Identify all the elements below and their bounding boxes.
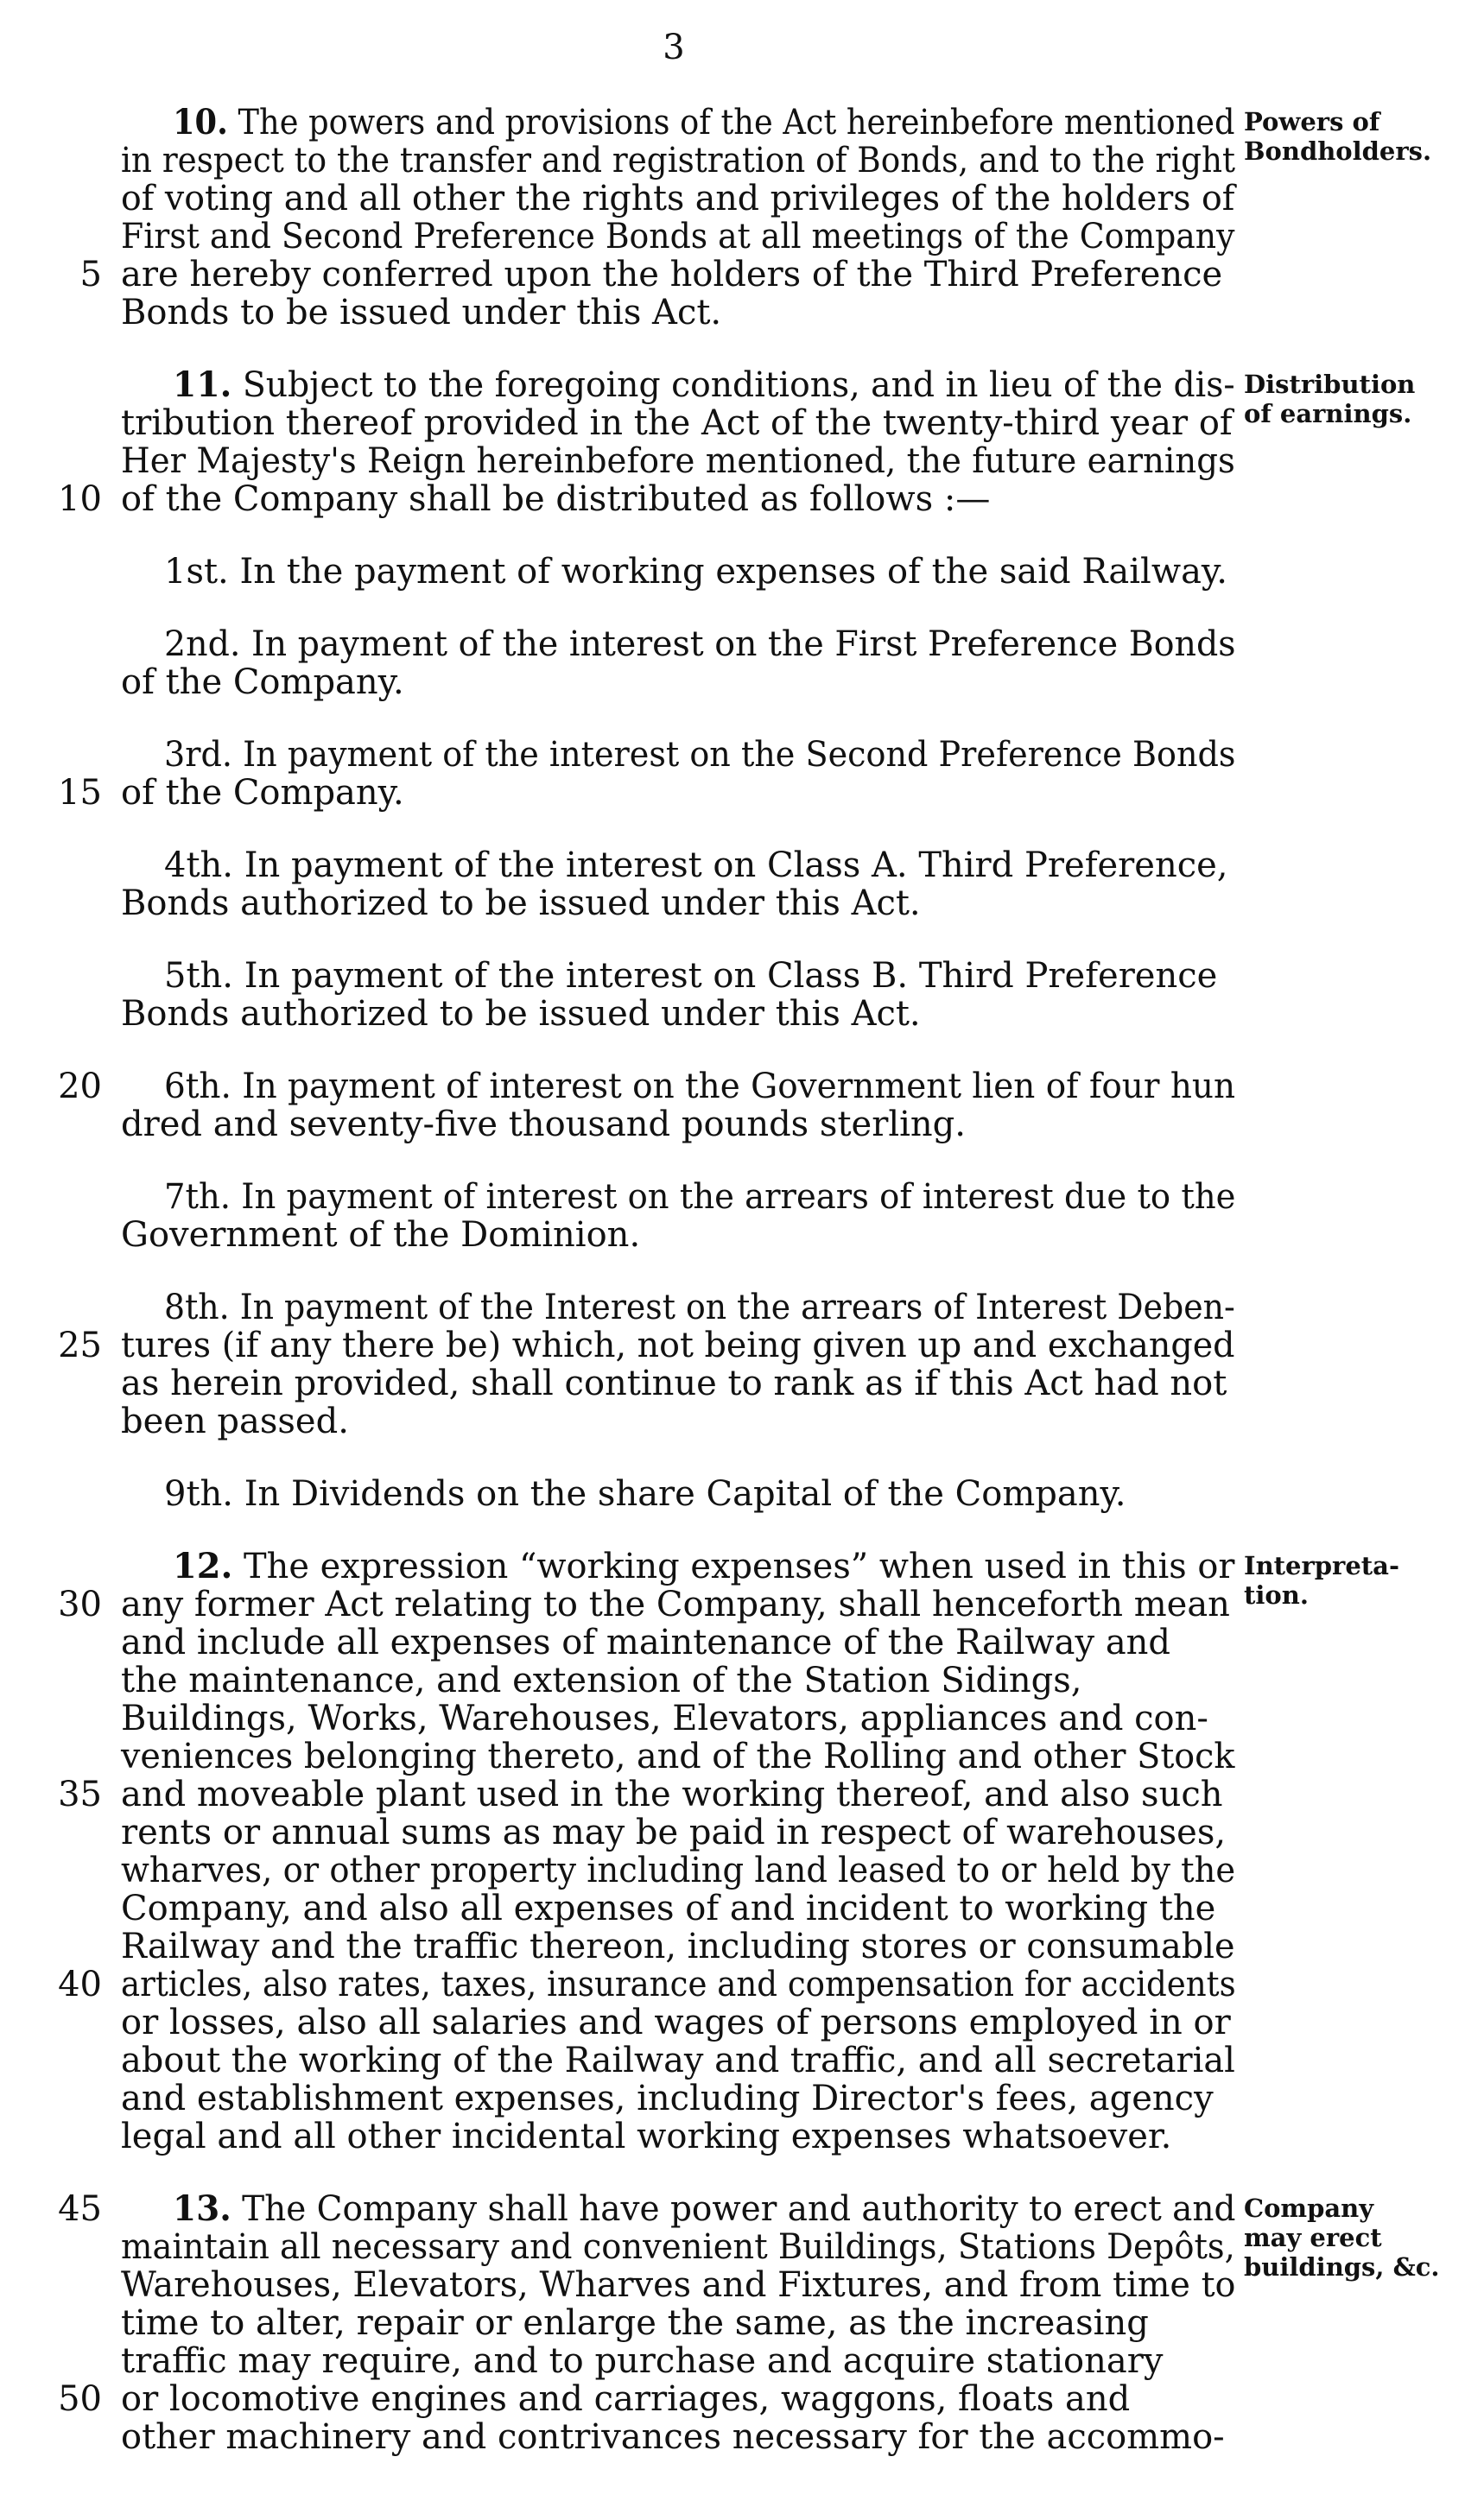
margin-note-line: Company [1244, 2194, 1374, 2223]
line-body: and moveable plant used in the working thereof, and also such [121, 1775, 1223, 1814]
margin-note-line: may erect [1244, 2223, 1382, 2252]
line-body: been passed. [121, 1402, 349, 1441]
line-text [121, 1401, 349, 1442]
line-text [173, 102, 1235, 143]
line-text [121, 883, 921, 924]
line-body: time to alter, repair or enlarge the same, as the increasing [121, 2303, 1149, 2343]
line-body: any former Act relating to the Company, shall henceforth mean [121, 1585, 1230, 1624]
line-number: 5 [79, 255, 102, 294]
line-body: 4th. In payment of the interest on Class A. Third Preference, [164, 845, 1228, 885]
margin-note-line: Powers of [1244, 107, 1380, 136]
line-body: of voting and all other the rights and privileges of the holders of [121, 179, 1235, 218]
line-body: 7th. In payment of interest on the arrears of interest due to the [164, 1177, 1236, 1217]
line-text [121, 2302, 1149, 2344]
line-text [121, 1888, 1215, 1929]
line-text [121, 662, 404, 703]
line-text [164, 1287, 1235, 1328]
line-body: Bonds authorized to be issued under this Act. [121, 883, 921, 923]
line-body: traffic may require, and to purchase and acquire stationary [121, 2341, 1164, 2381]
line-body: Bonds authorized to be issued under this Act. [121, 994, 921, 1034]
line-body: articles, also rates, taxes, insurance and compensation for accidents [121, 1965, 1236, 2004]
line-body: 1st. In the payment of working expenses of the said Railway. [164, 552, 1227, 592]
line-number: 35 [58, 1775, 102, 1814]
margin-note-line: of earnings. [1244, 399, 1412, 428]
line-body: Subject to the foregoing conditions, and in lieu of the dis- [231, 365, 1235, 405]
line-body: Buildings, Works, Warehouses, Elevators, appliances and con- [121, 1699, 1208, 1738]
margin-note [1244, 2194, 1440, 2282]
line-text [121, 993, 921, 1035]
line-body: 5th. In payment of the interest on Class B. Third Preference [164, 956, 1218, 996]
line-text [121, 2226, 1235, 2268]
line-text [121, 1622, 1170, 1663]
line-body: of the Company. [121, 662, 404, 702]
line-body: about the working of the Railway and traffic, and all secretarial [121, 2041, 1235, 2080]
line-body: legal and all other incidental working expenses whatsoever. [121, 2117, 1172, 2156]
line-text [121, 1850, 1235, 1891]
line-number: 30 [58, 1585, 102, 1624]
line-body: First and Second Preference Bonds at all meetings of the Company [121, 217, 1235, 256]
margin-note [1244, 370, 1415, 428]
line-text [121, 1964, 1236, 2005]
section-number: 12. [173, 1546, 233, 1586]
line-body: The powers and provisions of the Act hereinbefore mentioned [227, 103, 1235, 142]
line-text [121, 1584, 1230, 1625]
line-body: in respect to the transfer and registration of Bonds, and to the right [121, 141, 1236, 180]
line-number: 10 [58, 479, 102, 519]
line-text [121, 2264, 1235, 2306]
line-body: 2nd. In payment of the interest on the First Preference Bonds [164, 624, 1236, 664]
line-text [121, 478, 990, 520]
line-number: 25 [58, 1326, 102, 1365]
line-body: 9th. In Dividends on the share Capital of the Company. [164, 1474, 1126, 1514]
line-body: wharves, or other property including land leased to or held by the [121, 1851, 1236, 1890]
line-text [121, 2078, 1214, 2119]
line-text [121, 140, 1235, 181]
line-text [173, 1546, 1234, 1587]
line-body: other machinery and contrivances necessary for the accommo- [121, 2417, 1225, 2457]
line-body: 6th. In payment of interest on the Government lien of four hun [164, 1067, 1236, 1106]
line-text [121, 2040, 1235, 2081]
line-body: rents or annual sums as may be paid in respect of warehouses, [121, 1813, 1227, 1852]
line-number: 20 [58, 1067, 102, 1106]
line-text [121, 216, 1234, 257]
line-text [121, 1926, 1235, 1967]
line-body: or locomotive engines and carriages, waggons, floats and [121, 2379, 1131, 2419]
section-number: 11. [173, 364, 232, 405]
margin-note [1244, 107, 1431, 166]
line-text [121, 772, 404, 814]
line-number: 50 [58, 2379, 102, 2419]
line-text [164, 624, 1236, 665]
line-number: 15 [58, 773, 102, 813]
line-text [121, 1104, 966, 1145]
line-body: tures (if any there be) which, not being given up and exchanged [121, 1326, 1235, 1365]
line-body: Bonds to be issued under this Act. [121, 293, 722, 332]
line-text [121, 1660, 1082, 1701]
line-text [121, 254, 1222, 295]
line-text [173, 364, 1235, 406]
line-body: Government of the Dominion. [121, 1215, 641, 1255]
line-number: 40 [58, 1965, 102, 2004]
line-text [121, 1812, 1226, 1853]
margin-note-line: Distribution [1244, 370, 1416, 399]
line-text [164, 734, 1235, 776]
line-text [121, 1698, 1208, 1739]
line-body: as herein provided, shall continue to rank as if this Act had not [121, 1364, 1227, 1403]
section-number: 13. [173, 2188, 231, 2229]
line-text [121, 1736, 1234, 1777]
line-text [121, 1363, 1227, 1404]
line-text [121, 2340, 1163, 2382]
line-body: dred and seventy-five thousand pounds sterling. [121, 1105, 966, 1144]
line-text [121, 2116, 1171, 2157]
line-body: 3rd. In payment of the interest on the Second Preference Bonds [164, 735, 1236, 775]
line-text [121, 440, 1235, 482]
line-body: of the Company. [121, 773, 404, 813]
line-body: and establishment expenses, including Director's fees, agency [121, 2079, 1214, 2118]
line-text [164, 551, 1227, 592]
line-text [164, 1066, 1235, 1107]
line-text [121, 1325, 1235, 1366]
line-body: The expression “working expenses” when used in this or [232, 1547, 1235, 1586]
line-text [164, 1473, 1126, 1515]
line-text [121, 2002, 1231, 2043]
line-body: Warehouses, Elevators, Wharves and Fixtures, and from time to [121, 2265, 1236, 2305]
margin-note [1244, 1551, 1399, 1610]
line-body: tribution thereof provided in the Act of the twenty-third year of [121, 403, 1233, 443]
margin-note-line: Bondholders. [1244, 136, 1432, 166]
line-body: of the Company shall be distributed as follows :— [121, 479, 991, 519]
line-body: maintain all necessary and convenient Buildings, Stations Depôts, [121, 2227, 1235, 2267]
line-text [121, 1774, 1223, 1815]
line-text [121, 2378, 1130, 2420]
line-body: are hereby conferred upon the holders of the Third Preference [121, 255, 1223, 294]
line-body: Company, and also all expenses of and incident to working the [121, 1889, 1216, 1928]
line-text [121, 1214, 640, 1256]
line-number: 45 [58, 2189, 102, 2229]
line-text [164, 1176, 1235, 1218]
line-body: and include all expenses of maintenance of the Railway and [121, 1623, 1171, 1662]
line-body: the maintenance, and extension of the Station Sidings, [121, 1661, 1082, 1700]
line-text [121, 402, 1233, 444]
line-body: veniences belonging thereto, and of the Rolling and other Stock [121, 1737, 1235, 1776]
margin-note-line: tion. [1244, 1580, 1309, 1610]
line-text [121, 178, 1234, 219]
margin-note-line: buildings, &c. [1244, 2252, 1440, 2282]
section-number: 10. [173, 102, 228, 142]
line-text [121, 2416, 1225, 2458]
line-body: 8th. In payment of the Interest on the arrears of Interest Deben- [164, 1288, 1235, 1327]
line-text [164, 845, 1228, 886]
line-text [164, 955, 1217, 997]
line-text [121, 292, 721, 333]
margin-note-line: Interpreta- [1244, 1551, 1400, 1580]
line-body: or losses, also all salaries and wages of persons employed in or [121, 2003, 1231, 2042]
line-body: Railway and the traffic thereon, including stores or consumable [121, 1927, 1235, 1966]
page-number: 3 [663, 28, 685, 67]
line-body: The Company shall have power and authority to erect and [231, 2189, 1236, 2229]
line-body: Her Majesty's Reign hereinbefore mentioned, the future earnings [121, 441, 1235, 481]
line-text [173, 2188, 1235, 2230]
